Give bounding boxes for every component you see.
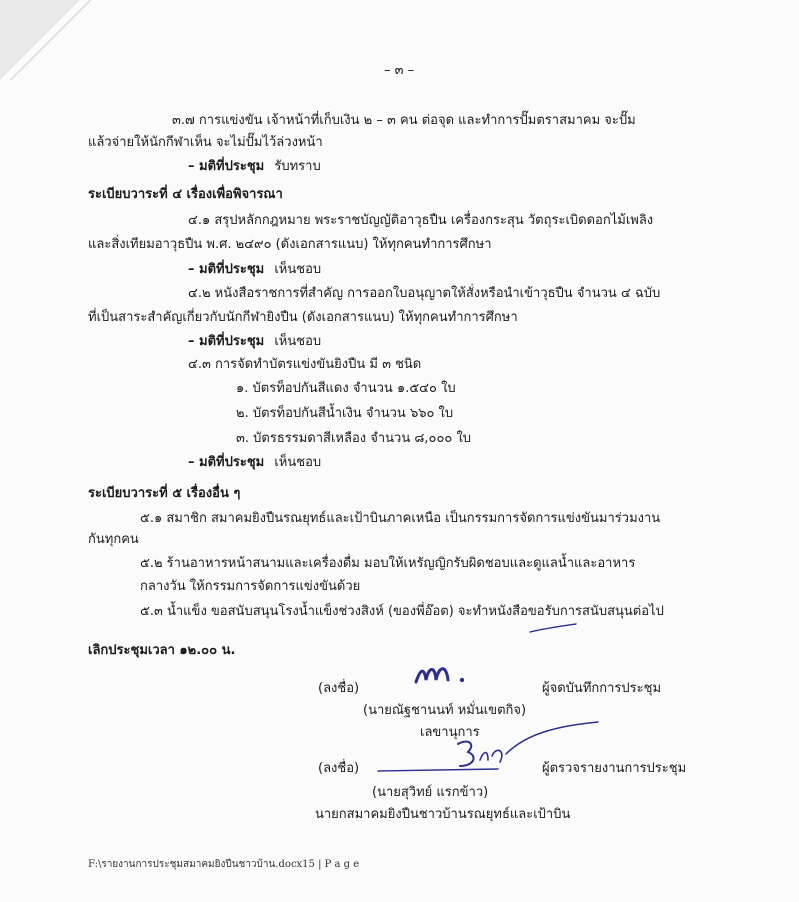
agenda-5-heading: ระเบียบวาระที่ ๕ เรื่องอื่น ๆ: [88, 486, 241, 501]
resolution-label: – มติที่ประชุม: [188, 334, 265, 349]
agenda-4-heading: ระเบียบวาระที่ ๔ เรื่องเพื่อพิจารณา: [88, 187, 283, 202]
item-4-3: ๔.๓ การจัดทำบัตรแข่งขันยิงปืน มี ๓ ชนิด: [188, 357, 422, 372]
role-1: ผู้จดบันทึกการประชุม: [542, 681, 662, 696]
item-4-1-line1: ๔.๑ สรุปหลักกฎหมาย พระราชบัญญัติอาวุธปืน เครื่องกระสุน วัตถุระเบิดดอกไม้เพลิง: [188, 213, 654, 228]
resolution-text: เห็นชอบ: [274, 262, 322, 277]
resolution-label: – มติที่ประชุม: [188, 455, 265, 470]
item-5-1-line2: กันทุกคน: [88, 532, 139, 547]
item-5-2-line1: ๕.๒ ร้านอาหารหน้าสนามและเครื่องดื่ม มอบให้เหรัญญิกรับผิดชอบและดูแลน้ำและอาหาร: [140, 556, 636, 571]
signer-name-2: (นายสุวิทย์ แรกข้าว): [372, 785, 489, 800]
item-4-1-line2: และสิ่งเทียมอาวุธปืน พ.ศ. ๒๔๙๐ (ดังเอกสารแนบ) ให้ทุกคนทำการศึกษา: [88, 237, 492, 252]
resolution-text: เห็นชอบ: [274, 455, 322, 470]
page-footer: F:\รายงานการประชุมสมาคมยิงปืนชาวบ้าน.docx15 | P a g e: [88, 859, 360, 870]
sign-label-1: (ลงชื่อ): [318, 681, 360, 696]
page-number: – ๓ –: [384, 63, 415, 78]
resolution-4-2: [188, 333, 321, 351]
signer-name-1: (นายณัฐชานนท์ หมั่นเขตกิจ): [363, 703, 527, 718]
item-4-2-line1: ๔.๒ หนังสือราชการที่สำคัญ การออกใบอนุญาตให้สั่งหรือนำเข้าวุธปืน จำนวน ๔ ฉบับ: [188, 286, 661, 301]
item-5-2-line2: กลางวัน ให้กรรมการจัดการแข่งขันด้วย: [140, 579, 361, 594]
resolution-label: – มติที่ประชุม: [188, 159, 265, 174]
item-3-7-line1: ๓.๗ การแข่งขัน เจ้าหน้าที่เก็บเงิน ๒ – ๓ คน ต่อจุด และทำการปั๊มตราสมาคม จะปั๊ม: [172, 113, 636, 128]
meeting-closing: เลิกประชุมเวลา ๑๒.๐๐ น.: [88, 643, 236, 658]
signer-title-2: นายกสมาคมยิงปืนชาวบ้านรณยุทธ์และเป้าบิน: [315, 807, 571, 822]
signer-title-1: เลขานุการ: [420, 725, 480, 740]
resolution-4-1: [188, 261, 321, 279]
item-5-1-line1: ๕.๑ สมาชิก สมาคมยิงปืนรณยุทธ์และเป้าบินภาคเหนือ เป็นกรรมการจัดการแข่งขันมาร่วมงาน: [140, 511, 661, 526]
card-item-3: ๓. บัตรธรรมดาสีเหลือง จำนวน ๘,๐๐๐ ใบ: [236, 431, 472, 446]
resolution-label: – มติที่ประชุม: [188, 262, 265, 277]
item-4-2-line2: ที่เป็นสาระสำคัญเกี่ยวกับนักกีฬายิงปืน (ดังเอกสารแนบ) ให้ทุกคนทำการศึกษา: [88, 310, 518, 325]
folded-corner: [0, 0, 80, 80]
resolution-3-7: [188, 158, 321, 176]
item-3-7-line2: แล้วจ่ายให้นักกีฬาเห็น จะไม่ปั๊มไว้ล่วงหน้า: [88, 135, 323, 150]
sign-label-2: (ลงชื่อ): [318, 761, 360, 776]
card-item-2: ๒. บัตรท็อปกันสีน้ำเงิน จำนวน ๖๖๐ ใบ: [236, 406, 454, 421]
card-item-1: ๑. บัตรท็อปกันสีแดง จำนวน ๑.๕๔๐ ใบ: [236, 381, 456, 396]
resolution-text: รับทราบ: [274, 159, 321, 174]
role-2: ผู้ตรวจรายงานการประชุม: [542, 761, 687, 776]
resolution-text: เห็นชอบ: [274, 334, 322, 349]
resolution-4-3: [188, 454, 321, 472]
item-5-3: ๕.๓ น้ำแข็ง ขอสนับสนุนโรงน้ำแข็งช่วงสิงห์ (ของพี่อ๊อต) จะทำหนังสือขอรับการสนับสนุนต่อไป: [140, 604, 664, 619]
